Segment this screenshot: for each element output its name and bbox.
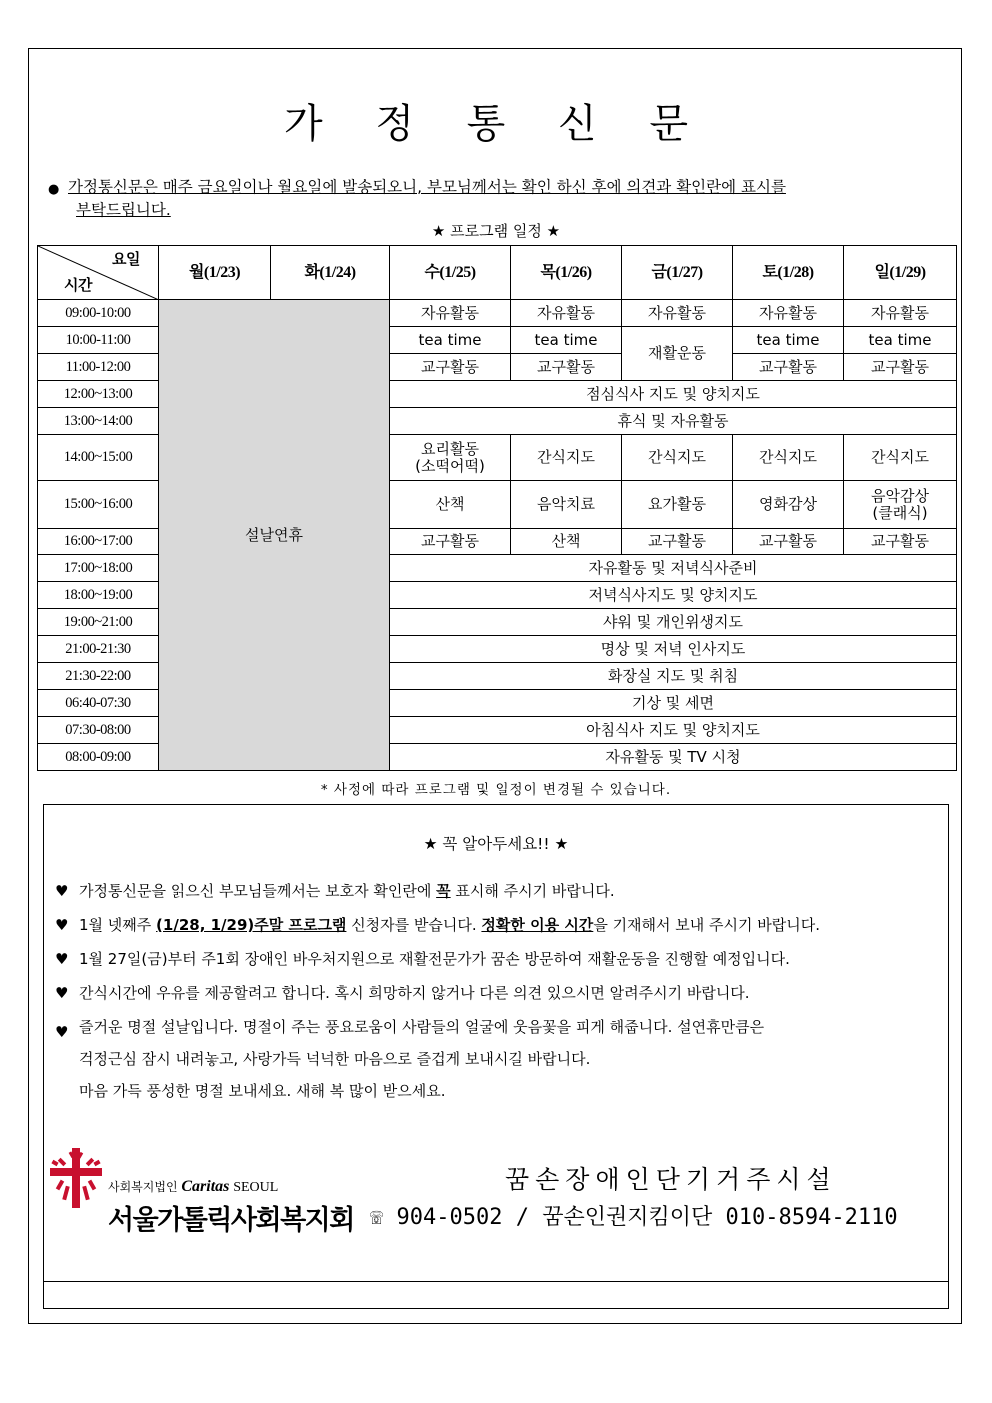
list-item (55, 1011, 935, 1107)
time-cell: 10:00-11:00 (38, 327, 159, 354)
activity-cell: 영화감상 (733, 481, 844, 529)
time-cell: 06:40-07:30 (38, 690, 159, 717)
activity-line: 요리활동 (421, 439, 479, 458)
activity-cell-wide: 기상 및 세면 (390, 690, 957, 717)
list-item (55, 914, 935, 948)
time-cell: 13:00~14:00 (38, 408, 159, 435)
activity-cell (844, 481, 957, 529)
note-text: 1월 넷째주 (79, 916, 157, 934)
day-header: 토(1/28) (733, 246, 844, 300)
heart-icon: ♥ (55, 1023, 69, 1041)
activity-cell: 교구활동 (390, 354, 511, 381)
list-item (55, 948, 935, 982)
activity-cell-wide: 휴식 및 자유활동 (390, 408, 957, 435)
activity-cell: 교구활동 (511, 354, 622, 381)
activity-cell: 교구활동 (733, 354, 844, 381)
activity-cell: 간식지도 (622, 435, 733, 481)
list-item (55, 880, 935, 914)
footnote: * 사정에 따라 프로그램 및 일정이 변경될 수 있습니다. (320, 782, 672, 798)
note-emphasis: 정확한 이용 시간 (481, 916, 594, 934)
time-cell: 09:00-10:00 (38, 300, 159, 327)
day-header: 금(1/27) (622, 246, 733, 300)
time-cell: 14:00~15:00 (38, 435, 159, 481)
activity-cell: 자유활동 (733, 300, 844, 327)
rights-group-name: 꿈손인권지킴이단 (542, 1205, 713, 1230)
activity-cell: 교구활동 (844, 529, 957, 555)
apple-bullet-icon: ● (48, 182, 60, 197)
activity-line: 음악감상 (871, 486, 929, 505)
heart-icon: ♥ (55, 984, 69, 1002)
header-row (38, 246, 957, 300)
note-text: 가정통신문을 읽으신 부모님들께서는 보호자 확인란에 (79, 882, 437, 900)
time-cell: 16:00~17:00 (38, 529, 159, 555)
activity-cell: 간식지도 (844, 435, 957, 481)
activity-cell: 교구활동 (622, 529, 733, 555)
caritas-logo (50, 1148, 360, 1236)
activity-cell-wide: 아침식사 지도 및 양치지도 (390, 717, 957, 744)
time-cell: 07:30-08:00 (38, 717, 159, 744)
day-header: 화(1/24) (271, 246, 390, 300)
activity-cell-wide: 점심식사 지도 및 양치지도 (390, 381, 957, 408)
activity-cell: 자유활동 (390, 300, 511, 327)
activity-cell: tea time (511, 327, 622, 354)
day-header: 목(1/26) (511, 246, 622, 300)
note-text: 을 기재해서 보내 주시기 바랍니다. (593, 916, 821, 934)
logo-sub-prefix: 사회복지법인 (108, 1180, 182, 1194)
time-cell: 21:30-22:00 (38, 663, 159, 690)
caritas-cross-icon (50, 1148, 102, 1208)
activity-cell: 요가활동 (622, 481, 733, 529)
note-text: 신청자를 받습니다. (346, 916, 482, 934)
activity-cell: 재활운동 (622, 327, 733, 381)
activity-cell-wide: 자유활동 및 저녁식사준비 (390, 555, 957, 582)
activity-cell-wide: 저녁식사지도 및 양치지도 (390, 582, 957, 609)
activity-cell-wide: 샤워 및 개인위생지도 (390, 609, 957, 636)
activity-cell (390, 435, 511, 481)
time-cell: 08:00-09:00 (38, 744, 159, 771)
time-cell: 12:00~13:00 (38, 381, 159, 408)
box-title: ★ 꼭 알아두세요!! ★ (423, 835, 569, 853)
heart-icon: ♥ (55, 916, 69, 934)
holiday-cell: 설날연휴 (159, 300, 390, 771)
activity-cell-wide: 화장실 지도 및 취침 (390, 663, 957, 690)
day-header: 수(1/25) (390, 246, 511, 300)
note-emphasis: (1/28, 1/29)주말 프로그램 (156, 916, 347, 934)
box-divider (44, 1281, 948, 1282)
activity-cell: 자유활동 (511, 300, 622, 327)
activity-cell: tea time (390, 327, 511, 354)
corner-day-label: 요일 (112, 252, 140, 268)
activity-cell: 산책 (511, 529, 622, 555)
note-text: 표시해 주시기 바랍니다. (450, 882, 615, 900)
time-cell: 21:00-21:30 (38, 636, 159, 663)
note-text: 걱정근심 잠시 내려놓고, 사랑가득 넉넉한 마음으로 즐겁게 보내시길 바랍니다. (79, 1050, 591, 1068)
time-cell: 15:00~16:00 (38, 481, 159, 529)
activity-cell-wide: 명상 및 저녁 인사지도 (390, 636, 957, 663)
heart-icon: ♥ (55, 882, 69, 900)
contact-line (370, 1200, 898, 1231)
mobile-number: 010-8594-2110 (712, 1205, 898, 1230)
day-header: 일(1/29) (844, 246, 957, 300)
time-cell: 19:00~21:00 (38, 609, 159, 636)
activity-line: (클래식) (872, 503, 928, 522)
activity-cell: tea time (733, 327, 844, 354)
note-emphasis: 꼭 (436, 882, 451, 900)
diagonal-line-icon (38, 246, 159, 300)
activity-cell: 교구활동 (390, 529, 511, 555)
logo-subtitle (108, 1178, 278, 1196)
note-text: 간식시간에 우유를 제공할려고 합니다. 혹시 희망하지 않거나 다른 의견 있으시면 알려주시기 바랍니다. (79, 984, 750, 1002)
time-cell: 17:00~18:00 (38, 555, 159, 582)
activity-cell: 간식지도 (511, 435, 622, 481)
phone-number: ☏ 904-0502 / (370, 1205, 543, 1230)
activity-line: (소떡어떡) (415, 456, 485, 475)
activity-cell-wide: 자유활동 및 TV 시청 (390, 744, 957, 771)
time-cell: 11:00-12:00 (38, 354, 159, 381)
activity-cell: 자유활동 (844, 300, 957, 327)
corner-cell (38, 246, 159, 300)
heart-icon: ♥ (55, 950, 69, 968)
activity-cell: 교구활동 (733, 529, 844, 555)
note-text: 1월 27일(금)부터 주1회 장애인 바우처지원으로 재활전문가가 꿈손 방문하여 재활운동을 진행할 예정입니다. (79, 950, 790, 968)
activity-cell: 교구활동 (844, 354, 957, 381)
logo-seoul: SEOUL (233, 1180, 279, 1195)
day-header: 월(1/23) (159, 246, 271, 300)
program-title: ★ 프로그램 일정 ★ (431, 222, 561, 240)
notice-line-2: 부탁드립니다. (76, 201, 171, 219)
logo-caritas: Caritas (181, 1178, 230, 1195)
table-row (38, 300, 957, 327)
corner-time-label: 시간 (64, 278, 92, 294)
notes-list (55, 880, 935, 1107)
time-cell: 18:00~19:00 (38, 582, 159, 609)
notice-line-1: 가정통신문은 매주 금요일이나 월요일에 발송되오니, 부모님께서는 확인 하신 후에 의견과 확인란에 표시를 (68, 178, 786, 196)
notice (48, 176, 928, 222)
activity-cell: 자유활동 (622, 300, 733, 327)
note-text: 즐거운 명절 설날입니다. 명절이 주는 풍요로움이 사람들의 얼굴에 웃음꽃을 피게 해줍니다. 설연휴만큼은 (79, 1018, 765, 1036)
activity-cell: 산책 (390, 481, 511, 529)
org-name: 꿈손장애인단기거주시설 (505, 1165, 837, 1194)
page-title: 가 정 통 신 문 (283, 101, 709, 147)
note-text: 마음 가득 풍성한 명절 보내세요. 새해 복 많이 받으세요. (79, 1082, 446, 1100)
schedule-table (37, 245, 957, 771)
activity-cell: tea time (844, 327, 957, 354)
activity-cell: 음악치료 (511, 481, 622, 529)
logo-main-text: 서울가톨릭사회복지회 (108, 1205, 354, 1236)
activity-cell: 간식지도 (733, 435, 844, 481)
